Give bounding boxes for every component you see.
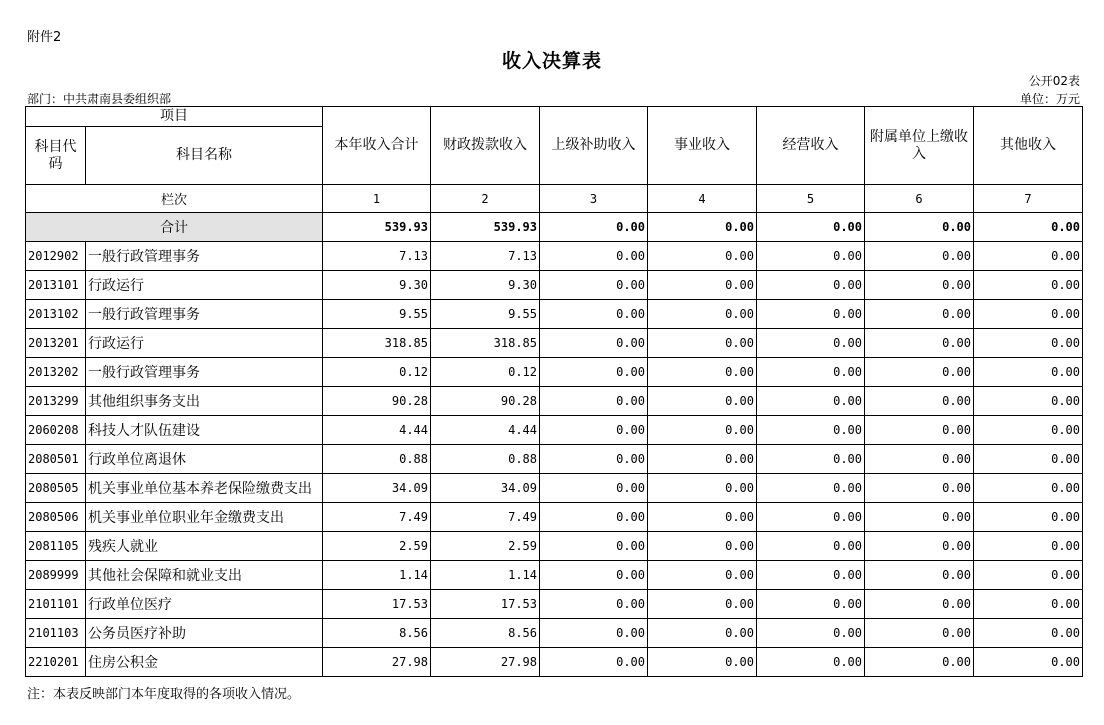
row-value: 34.09 [323, 474, 431, 503]
col-number: 3 [540, 185, 648, 213]
row-value: 0.00 [865, 387, 974, 416]
total-value: 539.93 [431, 213, 540, 242]
income-table [25, 106, 1083, 677]
table-row [26, 271, 1083, 300]
row-value: 0.00 [648, 416, 757, 445]
row-value: 0.00 [757, 532, 865, 561]
department-label: 部门：中共肃南县委组织部 [27, 92, 172, 106]
row-value: 0.00 [540, 445, 648, 474]
row-value: 1.14 [323, 561, 431, 590]
row-name: 残疾人就业 [86, 532, 323, 561]
row-code: 2080505 [26, 474, 86, 503]
row-value: 0.00 [540, 619, 648, 648]
row-value: 0.00 [540, 242, 648, 271]
row-value: 0.00 [757, 416, 865, 445]
row-name: 住房公积金 [86, 648, 323, 677]
row-value: 0.00 [540, 532, 648, 561]
row-value: 8.56 [431, 619, 540, 648]
row-value: 318.85 [431, 329, 540, 358]
row-value: 0.12 [431, 358, 540, 387]
header-col-3: 上级补助收入 [540, 107, 648, 185]
row-value: 0.88 [431, 445, 540, 474]
table-row [26, 503, 1083, 532]
row-name: 机关事业单位基本养老保险缴费支出 [86, 474, 323, 503]
row-value: 7.49 [431, 503, 540, 532]
attachment-label: 附件2 [27, 30, 62, 45]
header-col-2: 财政拨款收入 [431, 107, 540, 185]
row-name: 行政运行 [86, 271, 323, 300]
table-row [26, 242, 1083, 271]
col-number: 5 [757, 185, 865, 213]
row-value: 0.12 [323, 358, 431, 387]
row-value: 0.00 [974, 648, 1083, 677]
row-value: 2.59 [431, 532, 540, 561]
header-code: 科目代码 [26, 127, 86, 185]
row-value: 0.00 [648, 358, 757, 387]
row-value: 0.00 [865, 271, 974, 300]
row-value: 0.00 [974, 416, 1083, 445]
row-value: 0.00 [865, 532, 974, 561]
row-value: 9.55 [431, 300, 540, 329]
unit-label: 单位：万元 [1019, 92, 1080, 106]
row-name: 科技人才队伍建设 [86, 416, 323, 445]
header-col-1: 本年收入合计 [323, 107, 431, 185]
row-code: 2013202 [26, 358, 86, 387]
row-value: 0.00 [974, 532, 1083, 561]
table-row [26, 532, 1083, 561]
row-value: 0.00 [540, 474, 648, 503]
row-code: 2101103 [26, 619, 86, 648]
row-value: 7.49 [323, 503, 431, 532]
row-value: 27.98 [431, 648, 540, 677]
row-value: 0.00 [974, 619, 1083, 648]
table-row [26, 445, 1083, 474]
row-value: 0.00 [865, 503, 974, 532]
row-value: 27.98 [323, 648, 431, 677]
row-name: 其他社会保障和就业支出 [86, 561, 323, 590]
row-value: 0.00 [648, 561, 757, 590]
row-value: 318.85 [323, 329, 431, 358]
row-value: 0.00 [974, 271, 1083, 300]
table-row [26, 329, 1083, 358]
header-project: 项目 [26, 107, 323, 127]
row-value: 9.30 [431, 271, 540, 300]
row-code: 2101101 [26, 590, 86, 619]
row-name: 一般行政管理事务 [86, 242, 323, 271]
row-value: 0.00 [757, 387, 865, 416]
total-value: 0.00 [648, 213, 757, 242]
row-value: 0.00 [648, 242, 757, 271]
row-value: 0.00 [540, 329, 648, 358]
row-value: 0.00 [974, 445, 1083, 474]
row-value: 0.00 [865, 648, 974, 677]
row-value: 8.56 [323, 619, 431, 648]
row-value: 34.09 [431, 474, 540, 503]
total-value: 0.00 [757, 213, 865, 242]
row-code: 2080501 [26, 445, 86, 474]
row-name: 其他组织事务支出 [86, 387, 323, 416]
row-value: 9.30 [323, 271, 431, 300]
row-name: 公务员医疗补助 [86, 619, 323, 648]
row-value: 0.00 [865, 300, 974, 329]
total-row [26, 213, 1083, 242]
row-name: 行政单位医疗 [86, 590, 323, 619]
header-name: 科目名称 [86, 127, 323, 185]
row-value: 0.00 [865, 561, 974, 590]
row-value: 0.00 [540, 561, 648, 590]
row-value: 0.00 [648, 271, 757, 300]
row-value: 0.00 [865, 590, 974, 619]
row-value: 0.00 [540, 416, 648, 445]
row-code: 2012902 [26, 242, 86, 271]
row-value: 0.00 [974, 300, 1083, 329]
row-code: 2080506 [26, 503, 86, 532]
row-value: 4.44 [323, 416, 431, 445]
col-number: 4 [648, 185, 757, 213]
row-code: 2089999 [26, 561, 86, 590]
row-value: 0.00 [757, 561, 865, 590]
total-value: 539.93 [323, 213, 431, 242]
row-value: 7.13 [431, 242, 540, 271]
row-name: 一般行政管理事务 [86, 358, 323, 387]
row-value: 0.00 [648, 329, 757, 358]
row-name: 行政运行 [86, 329, 323, 358]
row-value: 0.00 [974, 358, 1083, 387]
row-value: 0.00 [865, 416, 974, 445]
row-value: 9.55 [323, 300, 431, 329]
row-name: 行政单位离退休 [86, 445, 323, 474]
row-code: 2013101 [26, 271, 86, 300]
row-code: 2013299 [26, 387, 86, 416]
total-label: 合计 [26, 213, 323, 242]
row-value: 0.00 [540, 387, 648, 416]
total-value: 0.00 [865, 213, 974, 242]
row-value: 0.00 [540, 300, 648, 329]
table-row [26, 648, 1083, 677]
table-row [26, 561, 1083, 590]
table-row [26, 590, 1083, 619]
total-value: 0.00 [974, 213, 1083, 242]
row-value: 0.00 [648, 387, 757, 416]
page-title: 收入决算表 [501, 50, 602, 72]
row-value: 0.88 [323, 445, 431, 474]
row-value: 0.00 [648, 300, 757, 329]
row-value: 0.00 [757, 503, 865, 532]
footnote: 注：本表反映部门本年度取得的各项收入情况。 [27, 687, 301, 702]
row-value: 0.00 [757, 648, 865, 677]
row-value: 0.00 [540, 590, 648, 619]
header-col-4: 事业收入 [648, 107, 757, 185]
row-value: 0.00 [757, 358, 865, 387]
header-col-5: 经营收入 [757, 107, 865, 185]
row-value: 0.00 [648, 503, 757, 532]
table-row [26, 387, 1083, 416]
row-value: 0.00 [757, 474, 865, 503]
row-value: 0.00 [540, 358, 648, 387]
row-value: 0.00 [974, 242, 1083, 271]
row-value: 0.00 [974, 329, 1083, 358]
row-value: 0.00 [757, 590, 865, 619]
row-value: 0.00 [757, 619, 865, 648]
row-value: 0.00 [974, 503, 1083, 532]
row-value: 0.00 [540, 271, 648, 300]
row-value: 0.00 [974, 561, 1083, 590]
row-value: 0.00 [865, 329, 974, 358]
row-value: 17.53 [431, 590, 540, 619]
col-number: 2 [431, 185, 540, 213]
row-value: 90.28 [431, 387, 540, 416]
col-number: 1 [323, 185, 431, 213]
row-value: 0.00 [648, 648, 757, 677]
row-code: 2013102 [26, 300, 86, 329]
row-value: 0.00 [757, 271, 865, 300]
row-value: 0.00 [865, 445, 974, 474]
row-name: 一般行政管理事务 [86, 300, 323, 329]
row-value: 0.00 [648, 590, 757, 619]
row-value: 0.00 [757, 300, 865, 329]
row-value: 0.00 [540, 503, 648, 532]
row-value: 90.28 [323, 387, 431, 416]
row-value: 0.00 [865, 474, 974, 503]
row-value: 0.00 [757, 329, 865, 358]
row-value: 7.13 [323, 242, 431, 271]
row-name: 机关事业单位职业年金缴费支出 [86, 503, 323, 532]
table-row [26, 416, 1083, 445]
row-value: 2.59 [323, 532, 431, 561]
row-value: 0.00 [974, 590, 1083, 619]
row-code: 2013201 [26, 329, 86, 358]
header-row-no-label: 栏次 [26, 185, 323, 213]
row-value: 0.00 [757, 445, 865, 474]
table-row [26, 300, 1083, 329]
col-number: 7 [974, 185, 1083, 213]
header-col-7: 其他收入 [974, 107, 1083, 185]
row-value: 0.00 [865, 242, 974, 271]
row-value: 1.14 [431, 561, 540, 590]
total-value: 0.00 [540, 213, 648, 242]
row-code: 2210201 [26, 648, 86, 677]
table-row [26, 358, 1083, 387]
row-value: 0.00 [974, 474, 1083, 503]
row-value: 0.00 [865, 619, 974, 648]
table-row [26, 474, 1083, 503]
row-value: 0.00 [648, 474, 757, 503]
col-number: 6 [865, 185, 974, 213]
table-row [26, 619, 1083, 648]
header-col-6: 附属单位上缴收入 [865, 107, 974, 185]
row-code: 2060208 [26, 416, 86, 445]
row-value: 0.00 [648, 445, 757, 474]
row-code: 2081105 [26, 532, 86, 561]
row-value: 0.00 [865, 358, 974, 387]
form-number: 公开02表 [1028, 74, 1080, 88]
row-value: 0.00 [757, 242, 865, 271]
row-value: 4.44 [431, 416, 540, 445]
row-value: 17.53 [323, 590, 431, 619]
row-value: 0.00 [974, 387, 1083, 416]
row-value: 0.00 [648, 532, 757, 561]
row-value: 0.00 [540, 648, 648, 677]
row-value: 0.00 [648, 619, 757, 648]
